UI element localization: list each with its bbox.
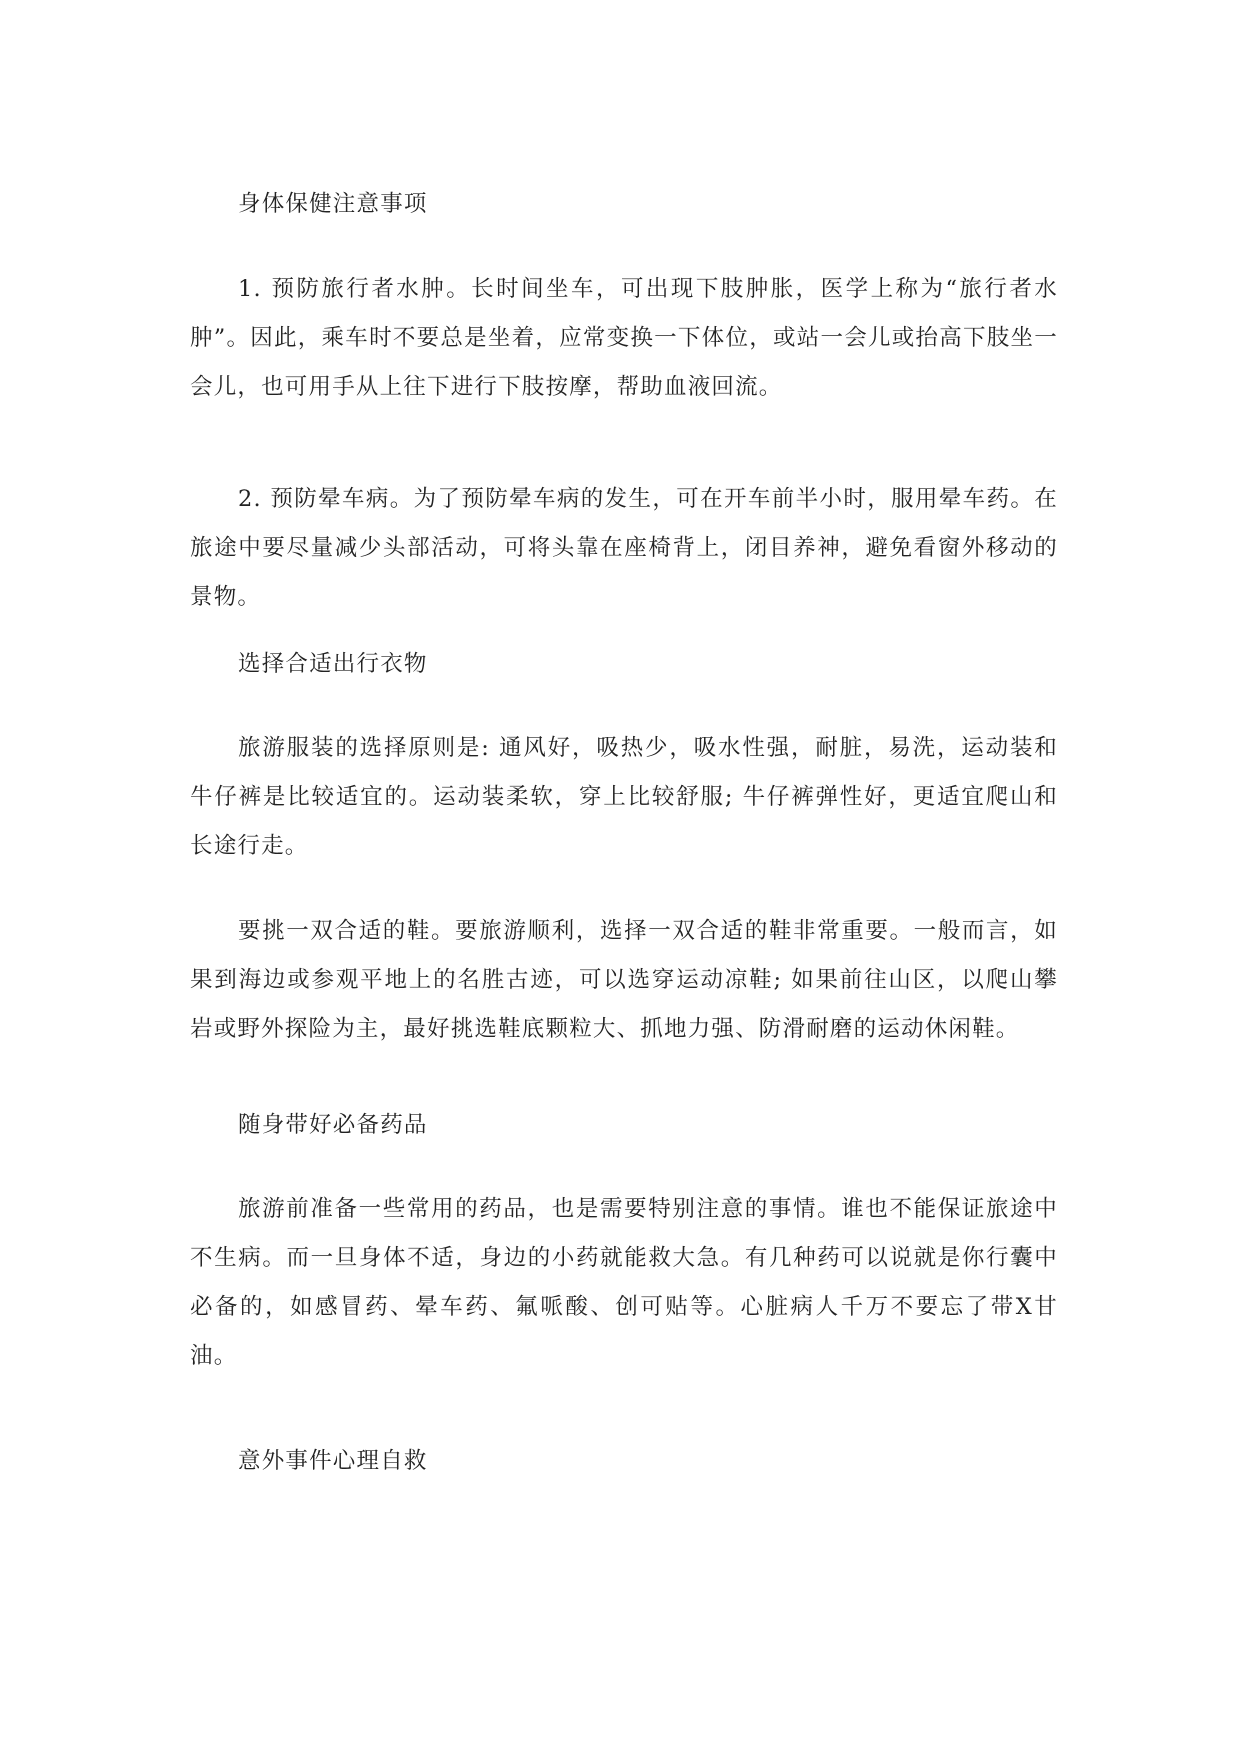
paragraph: 要挑一双合适的鞋。要旅游顺利，选择一双合适的鞋非常重要。一般而言，如果到海边或参观平地上的名胜古迹，可以选穿运动凉鞋; 如果前往山区，以爬山攀岩或野外探险为主，最好挑选鞋底颗粒大、抓地力强、防滑耐磨的运动休闲鞋。 <box>190 918 1058 1042</box>
paragraph: 旅游前准备一些常用的药品，也是需要特别注意的事情。谁也不能保证旅途中不生病。而一旦身体不适，身边的小药就能救大急。有几种药可以说就是你行囊中必备的，如感冒药、晕车药、氟哌酸、创可贴等。心脏病人千万不要忘了带X甘油。 <box>190 1196 1058 1369</box>
paragraph: 旅游服装的选择原则是: 通风好，吸热少，吸水性强，耐脏，易洗，运动装和牛仔裤是比较适宜的。运动装柔软，穿上比较舒服; 牛仔裤弹性好，更适宜爬山和长途行走。 <box>190 735 1058 859</box>
section-heading: 身体保健注意事项 <box>238 191 428 217</box>
section-heading: 选择合适出行衣物 <box>238 651 428 677</box>
paragraph: 2. 预防晕车病。为了预防晕车病的发生，可在开车前半小时，服用晕车药。在旅途中要尽量减少头部活动，可将头靠在座椅背上，闭目养神，避免看窗外移动的景物。 <box>190 486 1058 610</box>
section-heading: 随身带好必备药品 <box>238 1112 428 1138</box>
paragraph: 1. 预防旅行者水肿。长时间坐车，可出现下肢肿胀，医学上称为“旅行者水肿”。因此，乘车时不要总是坐着，应常变换一下体位，或站一会儿或抬高下肢坐一会儿，也可用手从上往下进行下肢按摩，帮助血液回流。 <box>190 276 1058 400</box>
section-heading: 意外事件心理自救 <box>238 1448 428 1474</box>
